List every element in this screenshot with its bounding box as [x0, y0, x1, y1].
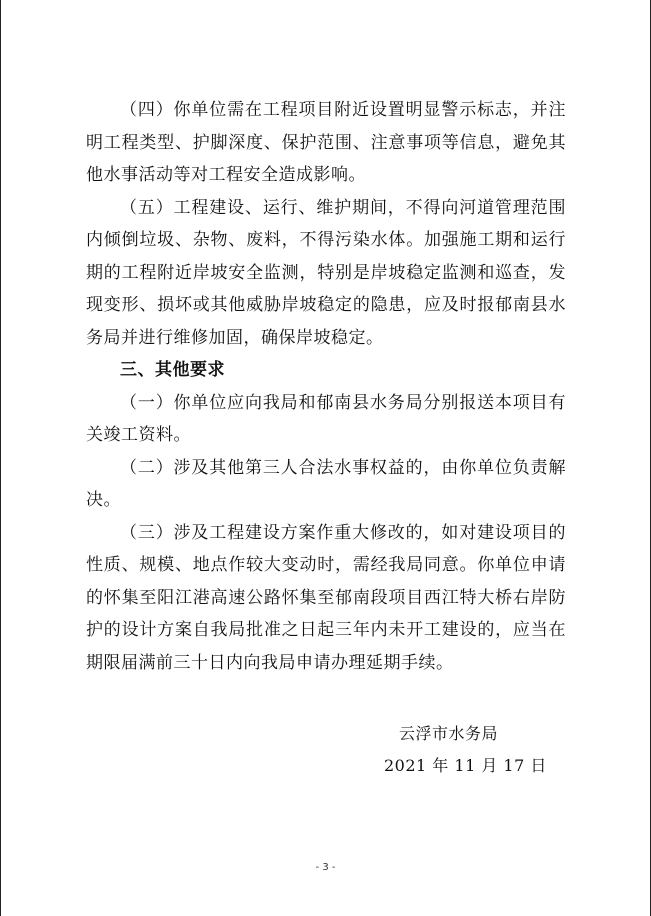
paragraph-other-2: （二）涉及其他第三人合法水事权益的，由你单位负责解决。: [86, 457, 566, 510]
signature-block: [384, 718, 564, 782]
signature-date: 2021 年 11 月 17 日: [384, 756, 547, 775]
document-body: [86, 94, 566, 679]
paragraph-other-3: （三）涉及工程建设方案作重大修改的，如对建设项目的性质、规模、地点作较大变动时，需经我局同意。你单位申请的怀集至阳江港高速公路怀集至郁南段项目西江特大桥右岸防护的设计方案自我局批准之日起三年内未开工建设的，应当在期限届满前三十日内向我局申请办理延期手续。: [86, 522, 566, 673]
paragraph-4: （四）你单位需在工程项目附近设置明显警示标志，并注明工程类型、护脚深度、保护范围、注意事项等信息，避免其他水事活动等对工程安全造成影响。: [86, 100, 566, 185]
page-number: - 3 -: [315, 862, 336, 873]
paragraph-other-1: （一）你单位应向我局和郁南县水务局分别报送本项目有关竣工资料。: [86, 392, 566, 445]
page-border-left: [0, 0, 1, 916]
section-heading-other-requirements: 三、其他要求: [120, 360, 225, 380]
paragraph-5: （五）工程建设、运行、维护期间，不得向河道管理范围内倾倒垃圾、杂物、废料，不得污染水体。加强施工期和运行期的工程附近岸坡安全监测，特别是岸坡稳定监测和巡查，发现变形、损坏或其他威胁岸坡稳定的隐患，应及时报郁南县水务局并进行维修加固，确保岸坡稳定。: [86, 197, 566, 348]
signature-organization: 云浮市水务局: [399, 724, 499, 743]
